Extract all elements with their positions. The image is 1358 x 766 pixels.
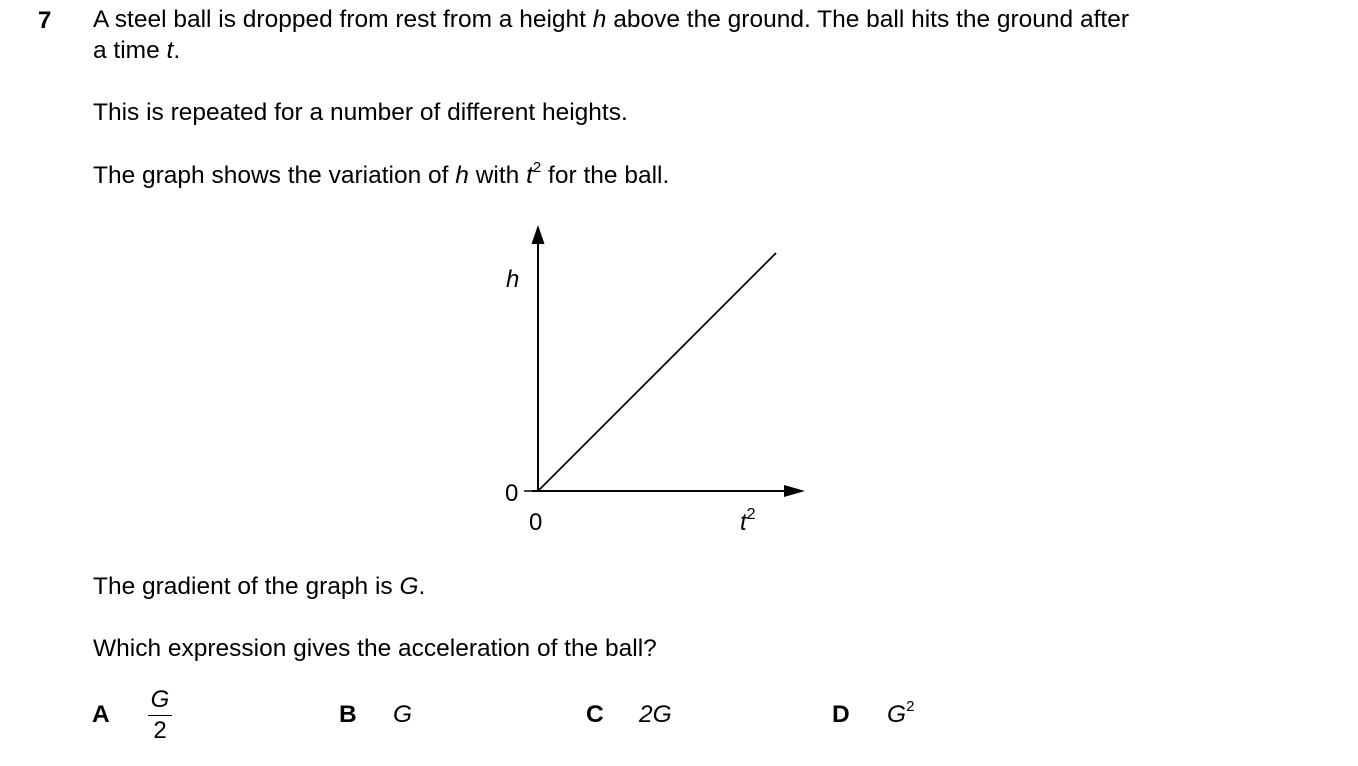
y-axis-label: h	[506, 266, 520, 293]
data-line	[538, 253, 776, 491]
option-b-expression: G	[393, 701, 413, 728]
graph-desc-t: t	[526, 162, 533, 189]
option-d-expression	[887, 698, 915, 729]
option-a-denominator: 2	[153, 717, 167, 744]
y-origin-label: 0	[505, 480, 519, 507]
gradient-text-2: .	[418, 573, 426, 600]
gradient-statement	[93, 571, 1293, 602]
graph-svg	[480, 215, 840, 545]
x-axis-arrow	[784, 485, 805, 497]
x-axis-label	[740, 506, 756, 536]
intro-text-3: a time	[93, 37, 167, 64]
option-c-expression: 2G	[639, 701, 672, 728]
option-a-numerator: G	[148, 686, 172, 716]
h-vs-t-squared-graph	[480, 215, 840, 545]
question-intro	[93, 4, 1293, 66]
graph-desc-text-2: with	[468, 162, 527, 189]
option-b-letter: B	[339, 701, 357, 728]
time-symbol: t	[166, 37, 174, 64]
option-c-letter: C	[586, 701, 604, 728]
x-axis-label-base: t	[740, 509, 747, 536]
repeat-statement: This is repeated for a number of different heights.	[93, 99, 628, 126]
option-a-letter: A	[92, 701, 110, 728]
intro-text-4: .	[173, 37, 181, 64]
graph-desc-text-3: for the ball.	[541, 162, 670, 189]
intro-text-2: above the ground. The ball hits the ground after	[606, 6, 1129, 33]
option-a-fraction	[148, 686, 172, 745]
graph-desc-h: h	[455, 162, 469, 189]
graph-description	[93, 160, 1293, 191]
option-d-letter: D	[832, 701, 850, 728]
gradient-symbol: G	[399, 573, 419, 600]
height-symbol: h	[592, 6, 607, 33]
question-prompt: Which expression gives the acceleration of the ball?	[93, 635, 657, 662]
option-d-exponent: 2	[906, 698, 915, 715]
x-origin-label: 0	[529, 509, 543, 536]
y-axis-arrow	[532, 225, 545, 244]
intro-text-1: A steel ball is dropped from rest from a height	[93, 6, 593, 33]
graph-desc-text-1: The graph shows the variation of	[93, 162, 456, 189]
option-d-base: G	[887, 701, 907, 728]
gradient-text-1: The gradient of the graph is	[93, 573, 400, 600]
graph-desc-exponent: 2	[532, 159, 542, 176]
question-number: 7	[38, 7, 52, 34]
x-axis-label-exponent: 2	[746, 506, 756, 523]
